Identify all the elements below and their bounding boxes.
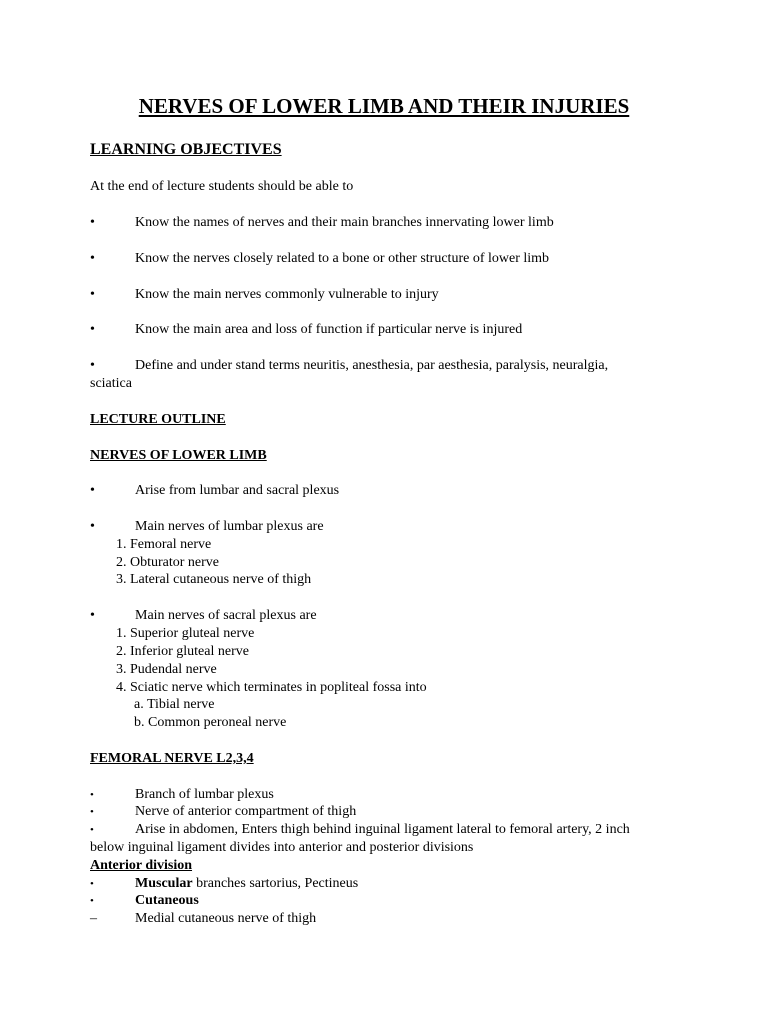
bullet-icon: • <box>90 251 95 266</box>
muscular-item <box>135 875 358 893</box>
bullet-icon: • <box>90 215 95 230</box>
objective-item: Know the names of nerves and their main branches innervating lower limb <box>135 215 554 230</box>
bullet-icon: • <box>90 287 95 302</box>
cutaneous-label: Cutaneous <box>135 893 199 908</box>
bullet-icon: • <box>90 789 94 801</box>
sacral-nerve-item: 4. Sciatic nerve which terminates in popliteal fossa into <box>116 680 427 695</box>
bullet-icon: • <box>90 806 94 818</box>
objective-item: Know the nerves closely related to a bone or other structure of lower limb <box>135 251 550 266</box>
nerves-of-lower-limb-heading: NERVES OF LOWER LIMB <box>90 448 267 463</box>
sciatic-branch-item: b. Common peroneal nerve <box>134 715 287 730</box>
page-title: NERVES OF LOWER LIMB AND THEIR INJURIES <box>138 94 630 118</box>
lumbar-nerve-item: 2. Obturator nerve <box>116 555 220 570</box>
sacral-intro: Main nerves of sacral plexus are <box>135 608 317 623</box>
lecture-outline-heading: LECTURE OUTLINE <box>90 412 226 427</box>
femoral-item: Nerve of anterior compartment of thigh <box>135 804 357 819</box>
objective-item-continuation: sciatica <box>90 376 132 391</box>
femoral-item: Arise in abdomen, Enters thigh behind inguinal ligament lateral to femoral artery, 2 inch <box>135 822 630 837</box>
sacral-nerve-item: 2. Inferior gluteal nerve <box>116 644 249 659</box>
lumbar-nerve-item: 3. Lateral cutaneous nerve of thigh <box>116 572 312 587</box>
bullet-icon: • <box>90 824 94 836</box>
bullet-icon: • <box>90 358 95 373</box>
femoral-nerve-heading: FEMORAL NERVE L2,3,4 <box>90 751 254 766</box>
sacral-nerve-item: 1. Superior gluteal nerve <box>116 626 255 641</box>
bullet-icon: • <box>90 895 94 907</box>
femoral-item: Branch of lumbar plexus <box>135 787 274 802</box>
objective-item: Know the main nerves commonly vulnerable to injury <box>135 287 439 302</box>
lumbar-intro: Main nerves of lumbar plexus are <box>135 519 324 534</box>
sciatic-branch-item: a. Tibial nerve <box>134 697 215 712</box>
anterior-division-heading: Anterior division <box>90 858 193 873</box>
objective-item: Know the main area and loss of function if particular nerve is injured <box>135 322 523 337</box>
bullet-icon: • <box>90 519 95 534</box>
sacral-nerve-item: 3. Pudendal nerve <box>116 662 217 677</box>
dash-icon: – <box>90 911 97 926</box>
lumbar-nerve-item: 1. Femoral nerve <box>116 537 212 552</box>
objectives-intro: At the end of lecture students should be able to <box>90 179 354 194</box>
bullet-icon: • <box>90 608 95 623</box>
learning-objectives-heading: LEARNING OBJECTIVES <box>90 141 282 158</box>
muscular-text: branches sartorius, Pectineus <box>192 876 359 891</box>
muscular-label: Muscular <box>135 876 193 891</box>
femoral-item-continuation: below inguinal ligament divides into anterior and posterior divisions <box>90 840 474 855</box>
bullet-icon: • <box>90 322 95 337</box>
bullet-icon: • <box>90 483 95 498</box>
arise-item: Arise from lumbar and sacral plexus <box>135 483 340 498</box>
bullet-icon: • <box>90 878 94 890</box>
medial-cutaneous-item: Medial cutaneous nerve of thigh <box>135 911 317 926</box>
objective-item: Define and under stand terms neuritis, anesthesia, par aesthesia, paralysis, neuralgia, <box>135 358 609 373</box>
